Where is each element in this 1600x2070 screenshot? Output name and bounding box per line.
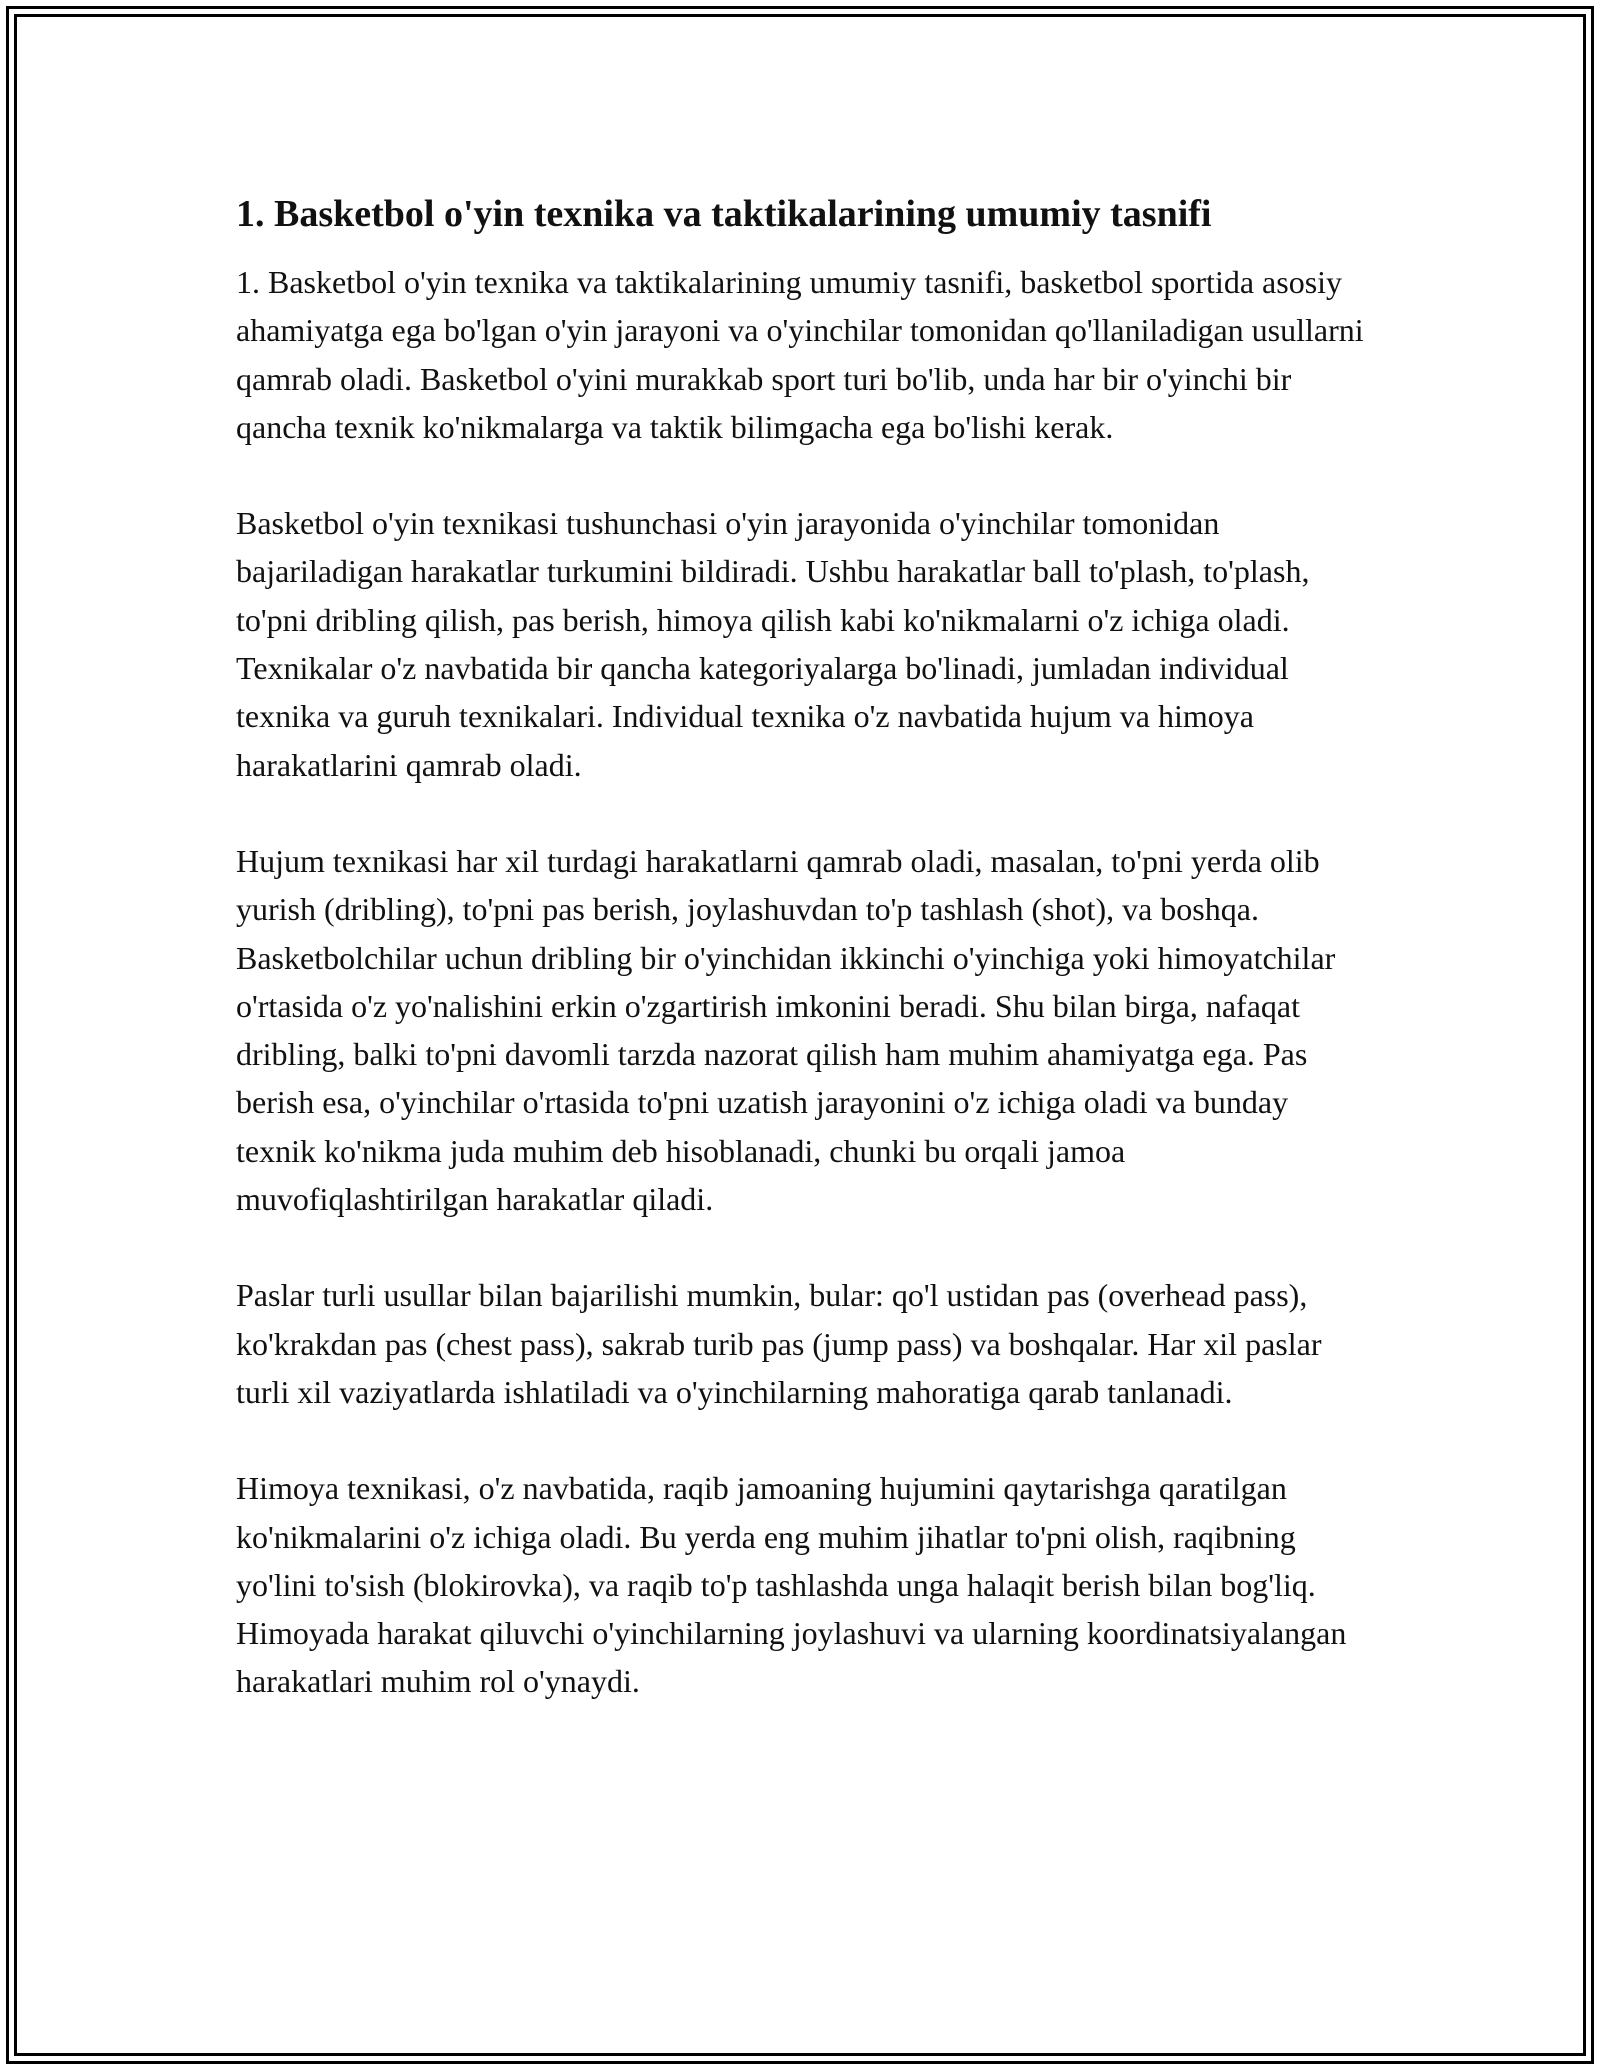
- document-body: [236, 188, 1376, 1754]
- document-title: 1. Basketbol o'yin texnika va taktikalarining umumiy tasnifi: [236, 193, 1212, 235]
- paragraph-passes: Paslar turli usullar bilan bajarilishi mumkin, bular: qo'l ustidan pas (overhead pass), ko'krakdan pas (chest pass), sakrab turib pas (jump pass) va boshqalar. Har xil paslar turli xil vaziyatlarda ishlatiladi va o'yinchilarning mahoratiga qarab tanlanadi.: [236, 1277, 1322, 1410]
- paragraph-defense-technique: Himoya texnikasi, o'z navbatida, raqib jamoaning hujumini qaytarishga qaratilgan ko'nikmalarini o'z ichiga oladi. Bu yerda eng muhim jihatlar to'pni olish, raqibning yo'lini to'sish (blokirovka), va raqib to'p tashlashda unga halaqit berish bilan bog'liq. Himoyada harakat qiluvchi o'yinchilarning joylashuvi va ularning koordinatsiyalangan harakatlari muhim rol o'ynaydi.: [236, 1470, 1347, 1700]
- paragraph-technique: Basketbol o'yin texnikasi tushunchasi o'yin jarayonida o'yinchilar tomonidan bajariladigan harakatlar turkumini bildiradi. Ushbu harakatlar ball to'plash, to'plash, to'pni dribling qilish, pas berish, himoya qilish kabi ko'nikmalarni o'z ichiga oladi. Texnikalar o'z navbatida bir qancha kategoriyalarga bo'linadi, jumladan individual texnika va guruh texnikalari. Individual texnika o'z navbatida hujum va himoya harakatlarini qamrab oladi.: [236, 505, 1310, 783]
- paragraph-attack-technique: Hujum texnikasi har xil turdagi harakatlarni qamrab oladi, masalan, to'pni yerda olib yurish (dribling), to'pni pas berish, joylashuvdan to'p tashlash (shot), va boshqa. Basketbolchilar uchun dribling bir o'yinchidan ikkinchi o'yinchiga yoki himoyatchilar o'rtasida o'z yo'nalishini erkin o'zgartirish imkonini beradi. Shu bilan birga, nafaqat dribling, balki to'pni davomli tarzda nazorat qilish ham muhim ahamiyatga ega. Pas berish esa, o'yinchilar o'rtasida to'pni uzatish jarayonini o'z ichiga oladi va bunday texnik ko'nikma juda muhim deb hisoblanadi, chunki bu orqali jamoa muvofiqlashtirilgan harakatlar qiladi.: [236, 842, 1336, 1218]
- paragraph-intro: 1. Basketbol o'yin texnika va taktikalarining umumiy tasnifi, basketbol sportida asosiy ahamiyatga ega bo'lgan o'yin jarayoni va o'yinchilar tomonidan qo'llaniladigan usullarni qamrab oladi. Basketbol o'yini murakkab sport turi bo'lib, unda har bir o'yinchi bir qancha texnik ko'nikmalarga va taktik bilimgacha ega bo'lishi kerak.: [236, 264, 1364, 445]
